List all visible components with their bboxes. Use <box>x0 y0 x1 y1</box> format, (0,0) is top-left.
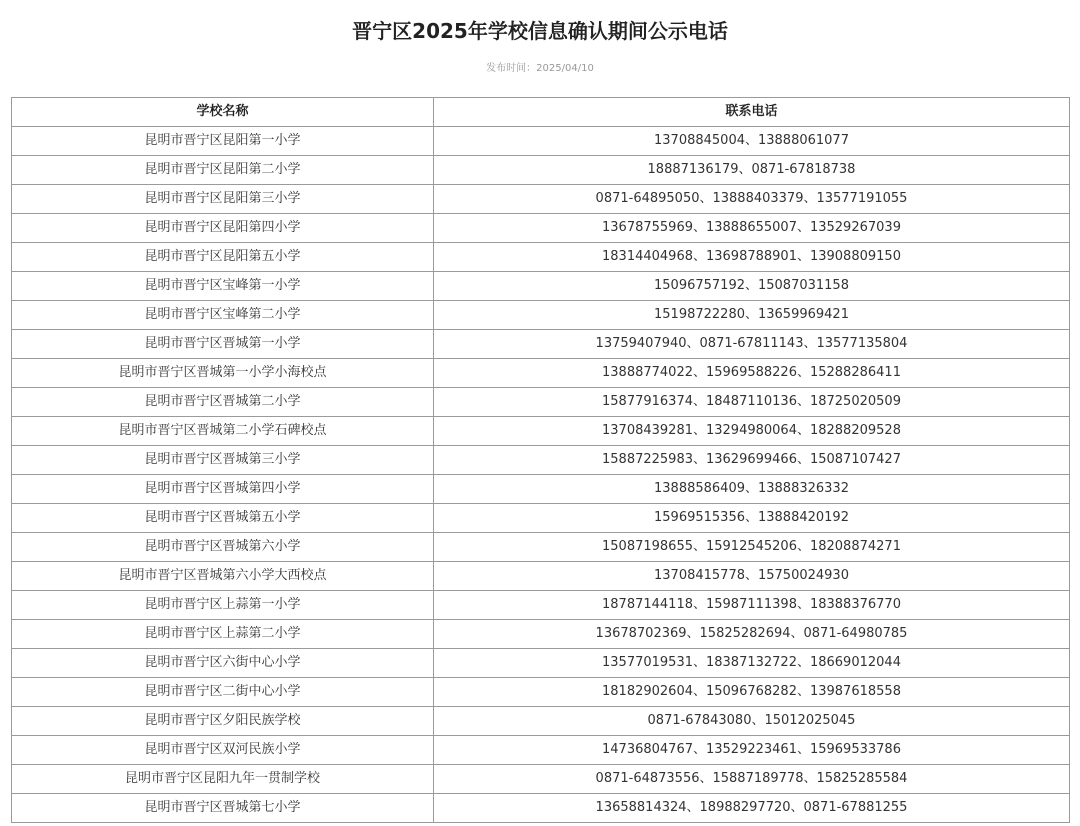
phone-cell: 13708415778、15750024930 <box>434 562 1070 591</box>
table-header-row <box>12 98 1070 127</box>
table-row <box>12 127 1070 156</box>
table-row <box>12 243 1070 272</box>
table-row <box>12 765 1070 794</box>
phone-cell: 15198722280、13659969421 <box>434 301 1070 330</box>
table-row <box>12 272 1070 301</box>
phone-cell: 13658814324、18988297720、0871-67881255 <box>434 794 1070 823</box>
school-name-cell: 昆明市晋宁区昆阳第五小学 <box>12 243 434 272</box>
phone-cell: 18314404968、13698788901、13908809150 <box>434 243 1070 272</box>
table-row <box>12 649 1070 678</box>
phone-cell: 18182902604、15096768282、13987618558 <box>434 678 1070 707</box>
phone-cell: 15096757192、15087031158 <box>434 272 1070 301</box>
phone-cell: 13708845004、13888061077 <box>434 127 1070 156</box>
table-row <box>12 591 1070 620</box>
table-row <box>12 533 1070 562</box>
phone-cell: 0871-67843080、15012025045 <box>434 707 1070 736</box>
school-name-cell: 昆明市晋宁区晋城第四小学 <box>12 475 434 504</box>
table-body <box>12 127 1070 823</box>
table-row <box>12 301 1070 330</box>
school-name-cell: 昆明市晋宁区双河民族小学 <box>12 736 434 765</box>
school-name-cell: 昆明市晋宁区上蒜第一小学 <box>12 591 434 620</box>
school-name-cell: 昆明市晋宁区晋城第一小学 <box>12 330 434 359</box>
school-name-cell: 昆明市晋宁区昆阳第三小学 <box>12 185 434 214</box>
header-school-name: 学校名称 <box>12 98 434 127</box>
phone-cell: 13678702369、15825282694、0871-64980785 <box>434 620 1070 649</box>
table-row <box>12 446 1070 475</box>
table-row <box>12 156 1070 185</box>
table-row <box>12 504 1070 533</box>
school-name-cell: 昆明市晋宁区晋城第六小学大西校点 <box>12 562 434 591</box>
table-row <box>12 707 1070 736</box>
school-name-cell: 昆明市晋宁区昆阳第四小学 <box>12 214 434 243</box>
school-name-cell: 昆明市晋宁区昆阳第二小学 <box>12 156 434 185</box>
table-row <box>12 620 1070 649</box>
header-phone: 联系电话 <box>434 98 1070 127</box>
school-name-cell: 昆明市晋宁区晋城第五小学 <box>12 504 434 533</box>
table-row <box>12 359 1070 388</box>
table-row <box>12 794 1070 823</box>
phone-cell: 13888586409、13888326332 <box>434 475 1070 504</box>
school-name-cell: 昆明市晋宁区昆阳第一小学 <box>12 127 434 156</box>
phone-cell: 14736804767、13529223461、15969533786 <box>434 736 1070 765</box>
phone-cell: 13708439281、13294980064、18288209528 <box>434 417 1070 446</box>
phone-cell: 15969515356、13888420192 <box>434 504 1070 533</box>
school-name-cell: 昆明市晋宁区六街中心小学 <box>12 649 434 678</box>
phone-cell: 13678755969、13888655007、13529267039 <box>434 214 1070 243</box>
school-name-cell: 昆明市晋宁区晋城第六小学 <box>12 533 434 562</box>
table-row <box>12 678 1070 707</box>
school-name-cell: 昆明市晋宁区晋城第二小学 <box>12 388 434 417</box>
school-name-cell: 昆明市晋宁区上蒜第二小学 <box>12 620 434 649</box>
school-name-cell: 昆明市晋宁区晋城第三小学 <box>12 446 434 475</box>
publish-date: 发布时间：2025/04/10 <box>486 63 594 74</box>
phone-cell: 15877916374、18487110136、18725020509 <box>434 388 1070 417</box>
phone-cell: 15887225983、13629699466、15087107427 <box>434 446 1070 475</box>
school-name-cell: 昆明市晋宁区二街中心小学 <box>12 678 434 707</box>
school-name-cell: 昆明市晋宁区晋城第二小学石碑校点 <box>12 417 434 446</box>
table-row <box>12 417 1070 446</box>
table-row <box>12 475 1070 504</box>
phone-cell: 13577019531、18387132722、18669012044 <box>434 649 1070 678</box>
phone-cell: 0871-64873556、15887189778、15825285584 <box>434 765 1070 794</box>
contact-table-wrapper <box>11 97 1069 823</box>
page-title: 晋宁区2025年学校信息确认期间公示电话 <box>352 19 728 43</box>
school-name-cell: 昆明市晋宁区晋城第一小学小海校点 <box>12 359 434 388</box>
school-name-cell: 昆明市晋宁区宝峰第一小学 <box>12 272 434 301</box>
contact-table <box>11 97 1070 823</box>
table-row <box>12 736 1070 765</box>
phone-cell: 13888774022、15969588226、15288286411 <box>434 359 1070 388</box>
phone-cell: 15087198655、15912545206、18208874271 <box>434 533 1070 562</box>
phone-cell: 13759407940、0871-67811143、13577135804 <box>434 330 1070 359</box>
school-name-cell: 昆明市晋宁区宝峰第二小学 <box>12 301 434 330</box>
table-row <box>12 330 1070 359</box>
table-row <box>12 214 1070 243</box>
phone-cell: 18887136179、0871-67818738 <box>434 156 1070 185</box>
table-row <box>12 388 1070 417</box>
table-row <box>12 562 1070 591</box>
school-name-cell: 昆明市晋宁区夕阳民族学校 <box>12 707 434 736</box>
table-row <box>12 185 1070 214</box>
phone-cell: 18787144118、15987111398、18388376770 <box>434 591 1070 620</box>
school-name-cell: 昆明市晋宁区昆阳九年一贯制学校 <box>12 765 434 794</box>
school-name-cell: 昆明市晋宁区晋城第七小学 <box>12 794 434 823</box>
phone-cell: 0871-64895050、13888403379、13577191055 <box>434 185 1070 214</box>
